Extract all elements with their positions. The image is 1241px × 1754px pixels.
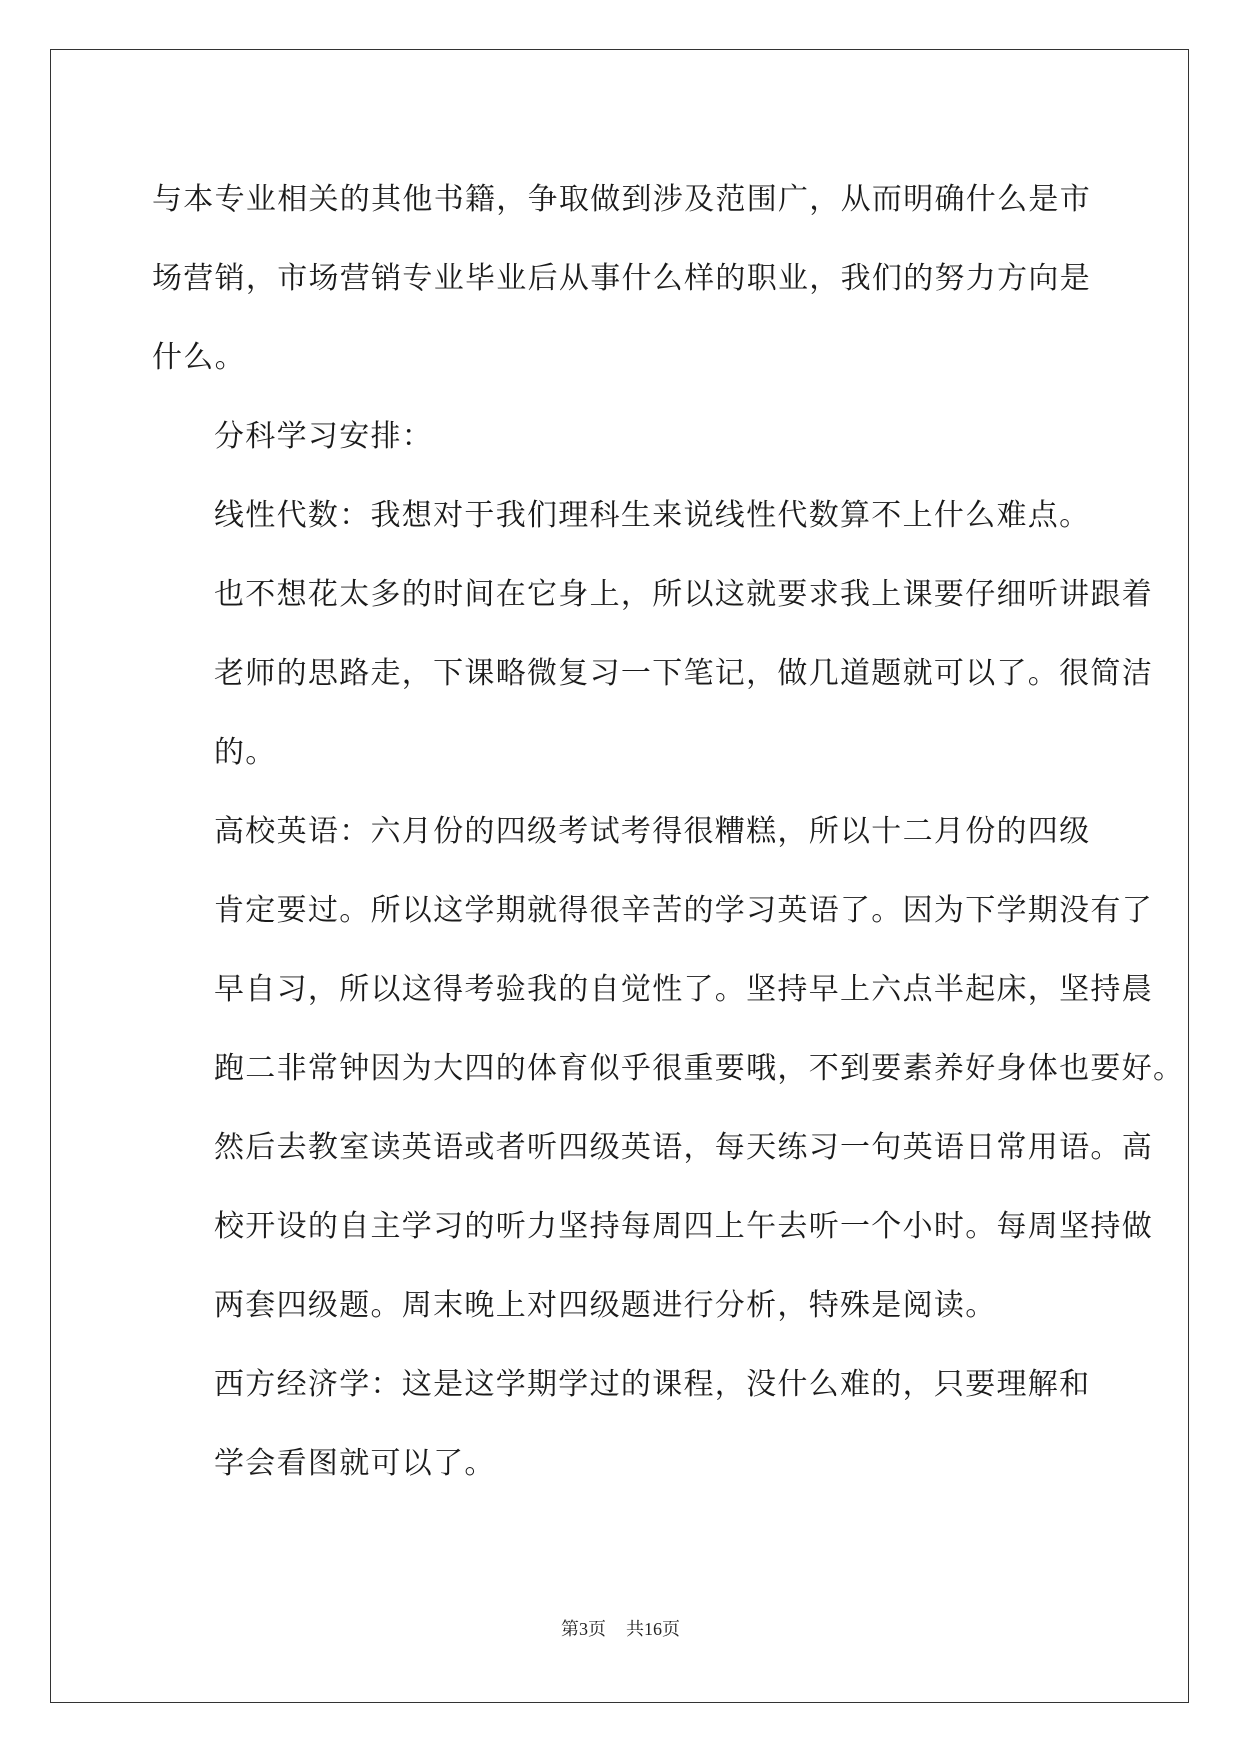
text-line: 线性代数：我想对于我们理科生来说线性代数算不上什么难点。 (214, 498, 1091, 533)
paragraph (152, 397, 1092, 476)
text-line: 校开设的自主学习的听力坚持每周四上午去听一个小时。每周坚持做 (214, 1209, 1153, 1244)
paragraph (152, 792, 1185, 1345)
text-line: 跑二非常钟因为大四的体育似乎很重要哦，不到要素养好身体也要好。 (214, 1051, 1185, 1086)
text-line: 的。 (214, 735, 277, 770)
text-line: 西方经济学：这是这学期学过的课程，没什么难的，只要理解和 (214, 1367, 1091, 1402)
text-line: 分科学习安排： (214, 419, 434, 454)
text-line: 早自习，所以这得考验我的自觉性了。坚持早上六点半起床，坚持晨 (214, 972, 1153, 1007)
text-line: 也不想花太多的时间在它身上，所以这就要求我上课要仔细听讲跟着 (214, 577, 1153, 612)
text-line: 两套四级题。周末晚上对四级题进行分析，特殊是阅读。 (214, 1288, 997, 1323)
text-line: 什么。 (152, 340, 246, 375)
text-line: 学会看图就可以了。 (214, 1446, 496, 1481)
text-line: 高校英语：六月份的四级考试考得很糟糕，所以十二月份的四级 (214, 814, 1091, 849)
page-footer (0, 1615, 1241, 1641)
text-line: 肯定要过。所以这学期就得很辛苦的学习英语了。因为下学期没有了 (214, 893, 1153, 928)
paragraph (152, 1345, 1092, 1503)
page-total: 共16页 (626, 1619, 680, 1639)
text-line: 场营销，市场营销专业毕业后从事什么样的职业，我们的努力方向是 (152, 261, 1091, 296)
document-body (152, 160, 1185, 1503)
text-line: 老师的思路走，下课略微复习一下笔记，做几道题就可以了。很简洁 (214, 656, 1153, 691)
paragraph (152, 160, 1092, 397)
text-line: 与本专业相关的其他书籍，争取做到涉及范围广，从而明确什么是市 (152, 182, 1091, 217)
page-number: 第3页 (561, 1619, 606, 1639)
paragraph (152, 476, 1153, 792)
text-line: 然后去教室读英语或者听四级英语，每天练习一句英语日常用语。高 (214, 1130, 1153, 1165)
